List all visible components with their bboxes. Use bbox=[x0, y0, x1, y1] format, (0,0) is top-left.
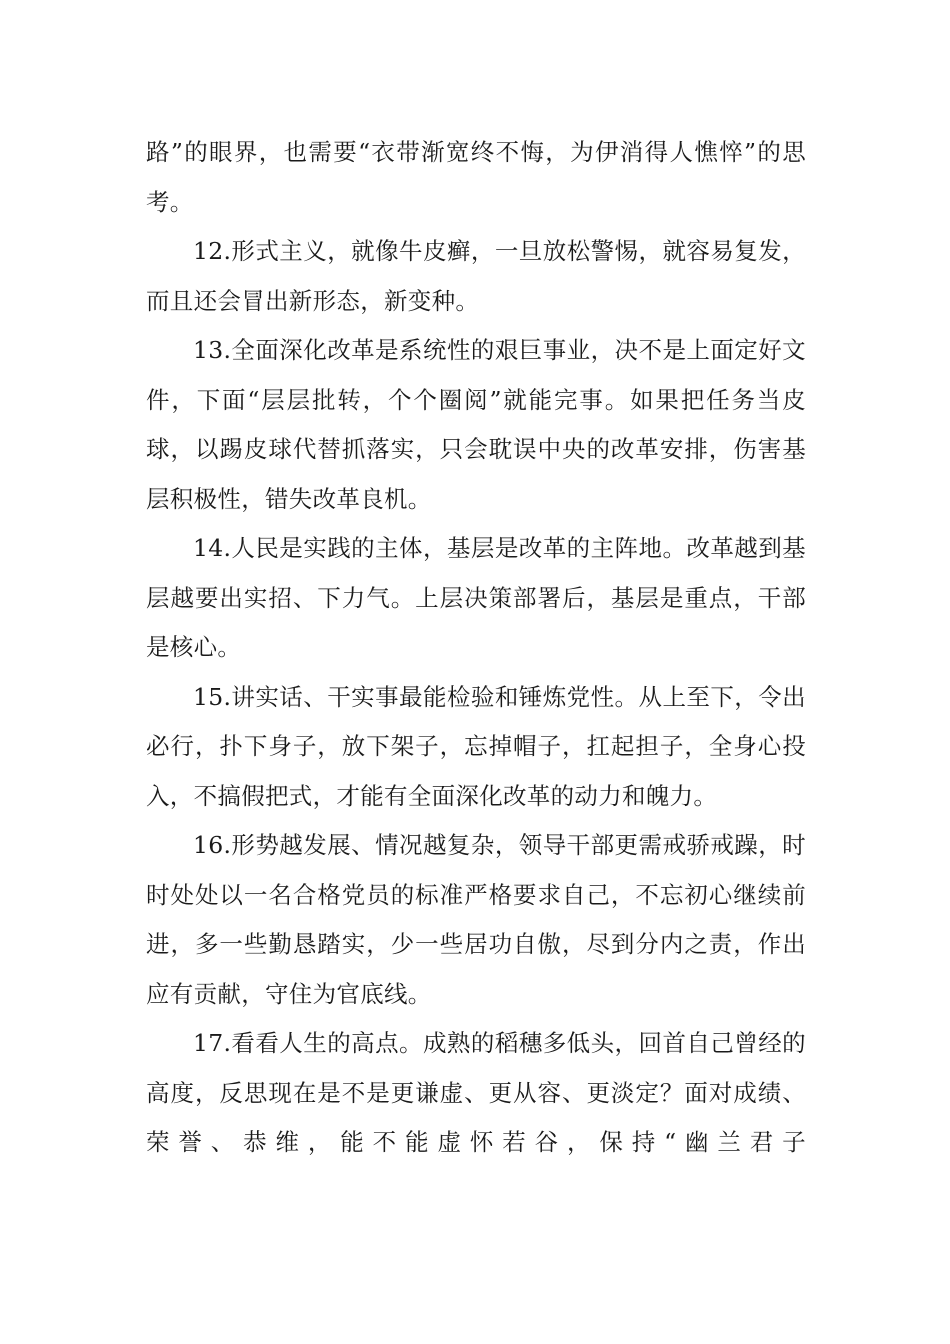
paragraph-16: 16.形势越发展、情况越复杂，领导干部更需戒骄戒躁，时时处处以一名合格党员的标准严格要求自己，不忘初心继续前进，多一些勤恳踏实，少一些居功自傲，尽到分内之责，作出应有贡献，守住为官底线。 bbox=[146, 831, 806, 1008]
paragraph-13: 13.全面深化改革是系统性的艰巨事业，决不是上面定好文件，下面“层层批转，个个圈阅”就能完事。如果把任务当皮球，以踢皮球代替抓落实，只会耽误中央的改革安排，伤害基层积极性，错失改革良机。 bbox=[146, 336, 806, 513]
paragraph-17: 17.看看人生的高点。成熟的稻穗多低头，回首自己曾经的高度，反思现在是不是更谦虚、更从容、更淡定？面对成绩、荣誉、恭维，能不能虚怀若谷，保持“幽兰君子 bbox=[146, 1029, 806, 1156]
paragraph-12: 12.形式主义，就像牛皮癣，一旦放松警惕，就容易复发，而且还会冒出新形态，新变种。 bbox=[146, 237, 806, 315]
paragraph-15: 15.讲实话、干实事最能检验和锤炼党性。从上至下，令出必行，扑下身子，放下架子，忘掉帽子，扛起担子，全身心投入，不搞假把式，才能有全面深化改革的动力和魄力。 bbox=[146, 682, 806, 810]
paragraph-continuation: 路”的眼界，也需要“衣带渐宽终不悔，为伊消得人憔悴”的思考。 bbox=[146, 138, 806, 216]
body-text bbox=[146, 128, 806, 1168]
paragraph-14: 14.人民是实践的主体，基层是改革的主阵地。改革越到基层越要出实招、下力气。上层决策部署后，基层是重点，干部是核心。 bbox=[146, 534, 806, 661]
